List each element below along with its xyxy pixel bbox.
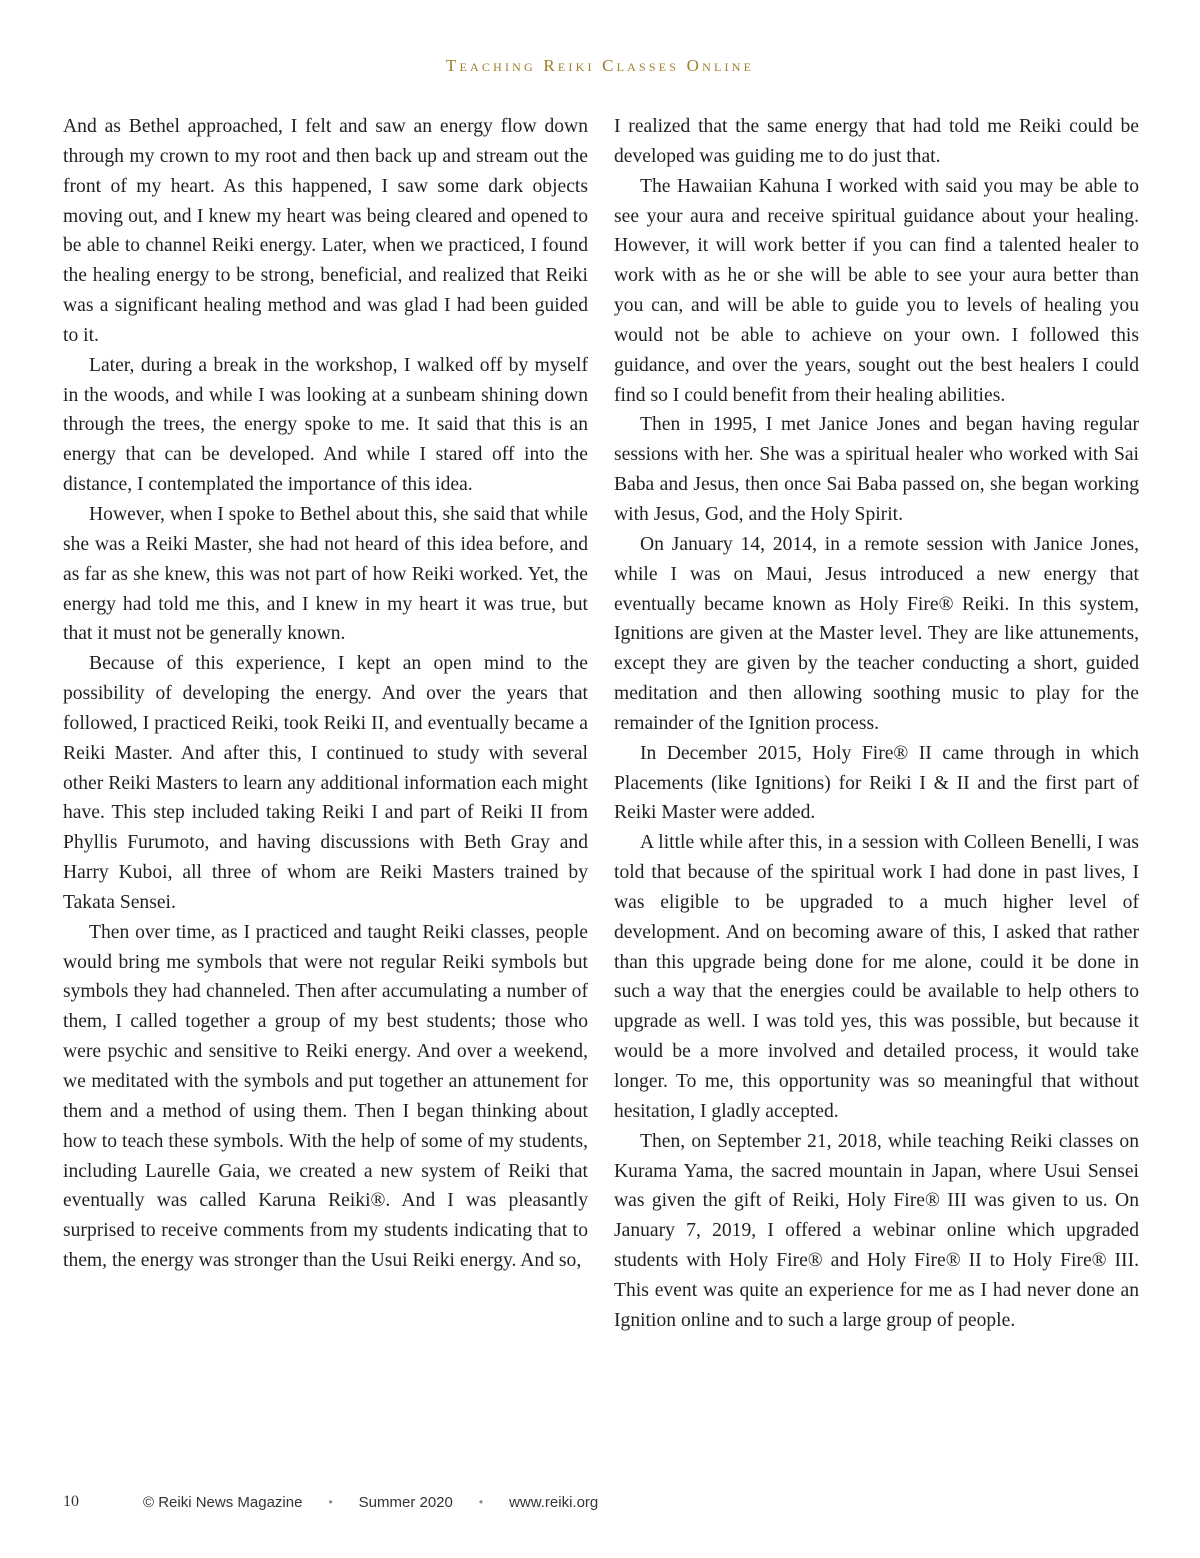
page-number: 10 xyxy=(63,1493,79,1510)
paragraph: On January 14, 2014, in a remote session with Janice Jones, while I was on Maui, Jesus introduced a new energy that eventually became known as Holy Fire® Reiki. In this system, Ignitions are given at the Master level. They are like attunements, except they are given by the teacher conducting a short, guided meditation and then allowing soothing music to play for the remainder of the Ignition process. xyxy=(614,533,1139,734)
paragraph: In December 2015, Holy Fire® II came through in which Placements (like Ignitions) for Reiki I & II and the first part of Reiki Master were added. xyxy=(614,742,1139,824)
left-column xyxy=(63,112,588,1336)
paragraph: However, when I spoke to Bethel about this, she said that while she was a Reiki Master, she had not heard of this idea before, and as far as she knew, this was not part of how Reiki worked. Yet, the energy had told me this, and I knew in my heart it was true, but that it must not be generally known. xyxy=(63,503,588,645)
article-body xyxy=(63,112,1139,1336)
issue-date: Summer 2020 xyxy=(358,1493,453,1511)
page-footer xyxy=(63,1490,598,1514)
right-column xyxy=(614,112,1139,1336)
paragraph: And as Bethel approached, I felt and saw an energy flow down through my crown to my root and then back up and stream out the front of my heart. As this happened, I saw some dark objects moving out, and I knew my heart was being cleared and opened to be able to channel Reiki energy. Later, when we practiced, I found the healing energy to be strong, beneficial, and realized that Reiki was a significant healing method and was glad I had been guided to it. xyxy=(63,116,588,346)
paragraph: Then in 1995, I met Janice Jones and began having regular sessions with her. She was a spiritual healer who worked with Sai Baba and Jesus, then once Sai Baba passed on, she began working with Jesus, God, and the Holy Spirit. xyxy=(614,414,1139,525)
bullet-separator: • xyxy=(478,1495,484,1509)
paragraph: Because of this experience, I kept an open mind to the possibility of developing the energy. And over the years that followed, I practiced Reiki, took Reiki II, and eventually became a Reiki Master. And after this, I continued to study with several other Reiki Masters to learn any additional information each might have. This step included taking Reiki I and part of Reiki II from Phyllis Furumoto, and having discussions with Beth Gray and Harry Kuboi, all three of whom are Reiki Masters trained by Takata Sensei. xyxy=(63,653,588,913)
paragraph: Then, on September 21, 2018, while teaching Reiki classes on Kurama Yama, the sacred mountain in Japan, where Usui Sensei was given the gift of Reiki, Holy Fire® III was given to us. On January 7, 2019, I offered a webinar online which upgraded students with Holy Fire® and Holy Fire® II to Holy Fire® III. This event was quite an experience for me as I had never done an Ignition online and to such a large group of people. xyxy=(614,1130,1139,1331)
paragraph: Later, during a break in the workshop, I walked off by myself in the woods, and while I was looking at a sunbeam shining down through the trees, the energy spoke to me. It said that this is an energy that can be developed. And while I stared off into the distance, I contemplated the importance of this idea. xyxy=(63,354,588,496)
paragraph: A little while after this, in a session with Colleen Benelli, I was told that because of the spiritual work I had done in past lives, I was eligible to be upgraded to a much higher level of development. And on becoming aware of this, I asked that rather than this upgrade being done for me alone, could it be done in such a way that the energies could be available to help others to upgrade as well. I was told yes, this was possible, but because it would be a more involved and detailed process, it would take longer. To me, this opportunity was so meaningful that without hesitation, I gladly accepted. xyxy=(614,832,1139,1122)
paragraph: I realized that the same energy that had told me Reiki could be developed was guiding me to do just that. xyxy=(614,116,1139,167)
running-head: Teaching Reiki Classes Online xyxy=(445,56,755,75)
bullet-separator: • xyxy=(328,1495,333,1509)
paragraph: Then over time, as I practiced and taught Reiki classes, people would bring me symbols that were not regular Reiki symbols but symbols they had channeled. Then after accumulating a number of them, I called together a group of my best students; those who were psychic and sensitive to Reiki energy. And over a weekend, we meditated with the symbols and put together an attunement for them and a method of using them. Then I began thinking about how to teach these symbols. With the help of some of my students, including Laurelle Gaia, we created a new system of Reiki that eventually was called Karuna Reiki®. And I was pleasantly surprised to receive comments from my students indicating that to them, the energy was stronger than the Usui Reiki energy. And so, xyxy=(63,921,588,1272)
website-link[interactable]: www.reiki.org xyxy=(509,1493,599,1511)
paragraph: The Hawaiian Kahuna I worked with said you may be able to see your aura and receive spiritual guidance about your healing. However, it will work better if you can find a talented healer to work with as he or she will be able to see your aura better than you can, and will be able to guide you to levels of healing you would not be able to achieve on your own. I followed this guidance, and over the years, sought out the best healers I could find so I could benefit from their healing abilities. xyxy=(614,175,1139,406)
publication-name: © Reiki News Magazine xyxy=(143,1493,303,1511)
